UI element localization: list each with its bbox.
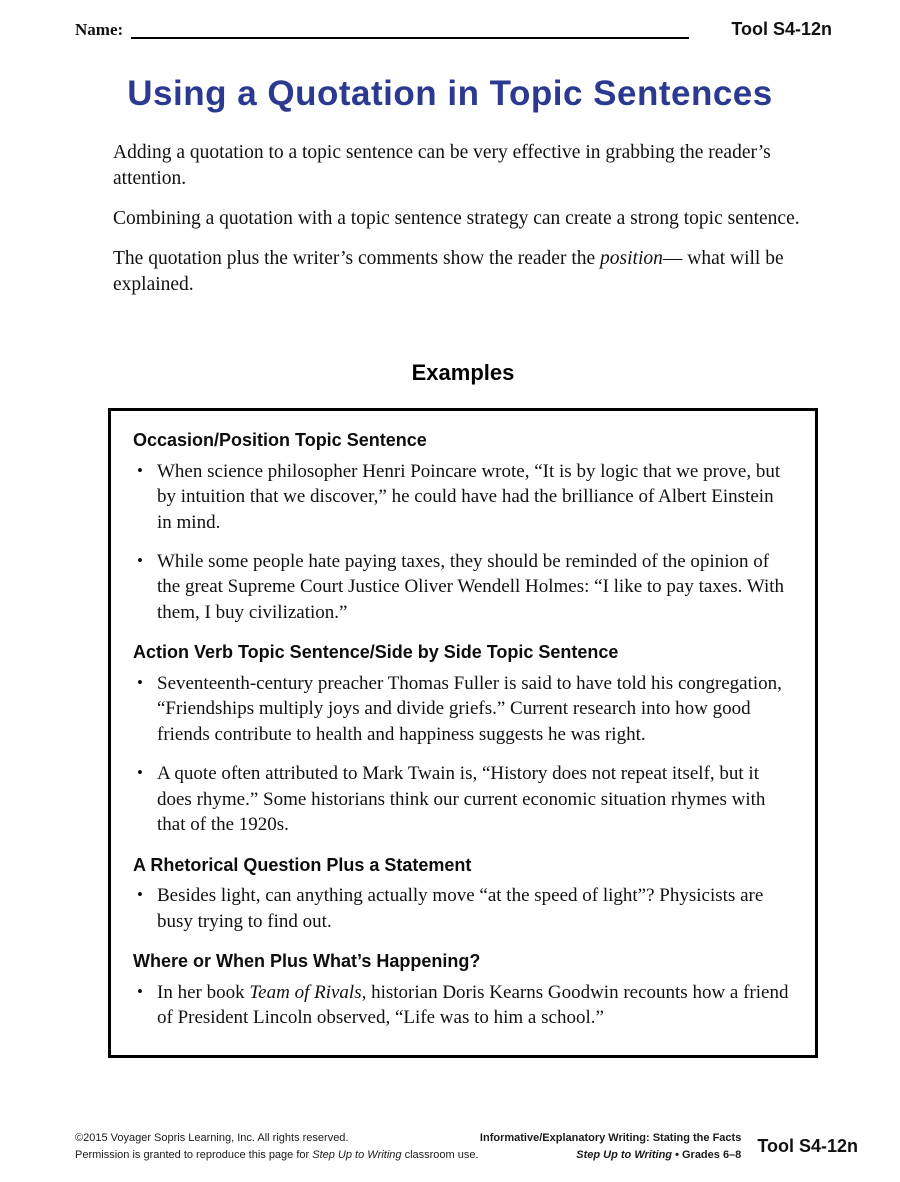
header xyxy=(75,20,832,40)
bullet-item xyxy=(133,459,791,535)
bullet-text-end: , historian Doris Kearns Goodwin recounts how a friend of President Lincoln observed, “Life was to him a school.” xyxy=(157,981,789,1029)
section-heading: Where or When Plus What’s Happening? xyxy=(133,951,481,972)
footer-series-line2 xyxy=(480,1147,741,1164)
bullet-text: When science philosopher Henri Poincare wrote, “It is by logic that we prove, but by intuition that we discover,” he could have had the brilliance of Albert Einstein in mind. xyxy=(157,460,781,533)
examples-box xyxy=(108,408,818,1058)
example-section-occasion-position xyxy=(133,430,791,625)
bullet-item xyxy=(133,980,791,1031)
page-footer xyxy=(75,1130,858,1163)
bullet-item xyxy=(133,549,791,625)
section-heading: Occasion/Position Topic Sentence xyxy=(133,430,427,450)
footer-series-line1: Informative/Explanatory Writing: Stating the Facts xyxy=(479,1132,742,1144)
intro-paragraph-1: Adding a quotation to a topic sentence can be very effective in grabbing the reader’s attention. xyxy=(113,142,771,189)
footer-series-grades: • Grades 6–8 xyxy=(672,1148,742,1161)
example-section-rhetorical-question xyxy=(133,855,791,935)
intro-paragraph-3-text: The quotation plus the writer’s comments show the reader the xyxy=(113,247,601,269)
intro-paragraph-3-italic: position xyxy=(600,247,663,269)
example-section-where-or-when xyxy=(133,951,791,1031)
bullet-list xyxy=(133,980,791,1031)
footer-tool-id-label: Tool S4-12n xyxy=(757,1136,858,1156)
bullet-text: While some people hate paying taxes, they should be reminded of the opinion of the great Supreme Court Justice Oliver Wendell Holmes: “I like to pay taxes. With them, I buy civilization.” xyxy=(157,550,785,623)
bullet-list xyxy=(133,459,791,626)
intro-paragraph-3-text-end: — what will be explained. xyxy=(113,247,784,295)
bullet-item xyxy=(133,761,791,837)
intro-paragraph-3 xyxy=(113,246,821,298)
footer-permission-text: Permission is granted to reproduce this page for xyxy=(75,1148,313,1161)
bullet-item xyxy=(133,883,791,934)
footer-permission-text-end: classroom use. xyxy=(401,1148,479,1161)
name-label: Name: xyxy=(75,20,124,40)
examples-heading: Examples xyxy=(411,360,515,385)
footer-copyright xyxy=(75,1130,480,1163)
footer-copyright-line1: ©2015 Voyager Sopris Learning, Inc. All rights reserved. xyxy=(75,1132,349,1144)
bullet-list xyxy=(133,671,791,838)
bullet-text: A quote often attributed to Mark Twain is, “History does not repeat itself, but it does rhyme.” Some historians think our current economic situation rhymes with that of the 1920s. xyxy=(157,763,766,836)
footer-series-info xyxy=(480,1130,741,1163)
bullet-text: In her book xyxy=(157,981,250,1003)
bullet-text: Seventeenth-century preacher Thomas Fuller is said to have told his congregation, “Friendships multiply joys and divide griefs.” Current research into how good friends contribute to health and happiness suggests he was right. xyxy=(157,672,782,745)
example-section-action-verb xyxy=(133,642,791,837)
name-blank-line[interactable] xyxy=(131,23,689,39)
tool-id-label: Tool S4-12n xyxy=(731,19,832,39)
footer-copyright-line2 xyxy=(75,1147,480,1164)
bullet-list xyxy=(133,883,791,934)
bullet-item xyxy=(133,671,791,747)
footer-permission-italic: Step Up to Writing xyxy=(312,1148,402,1161)
page-title: Using a Quotation in Topic Sentences xyxy=(127,74,773,113)
intro-paragraph-2: Combining a quotation with a topic sentence strategy can create a strong topic sentence. xyxy=(113,207,800,229)
footer-series-italic: Step Up to Writing xyxy=(576,1148,673,1161)
section-heading: A Rhetorical Question Plus a Statement xyxy=(133,854,472,875)
bullet-text-italic: Team of Rivals xyxy=(249,981,362,1003)
section-heading: Action Verb Topic Sentence/Side by Side Topic Sentence xyxy=(133,642,619,663)
bullet-text: Besides light, can anything actually move “at the speed of light”? Physicists are busy trying to find out. xyxy=(157,885,764,932)
intro-section xyxy=(113,140,821,312)
